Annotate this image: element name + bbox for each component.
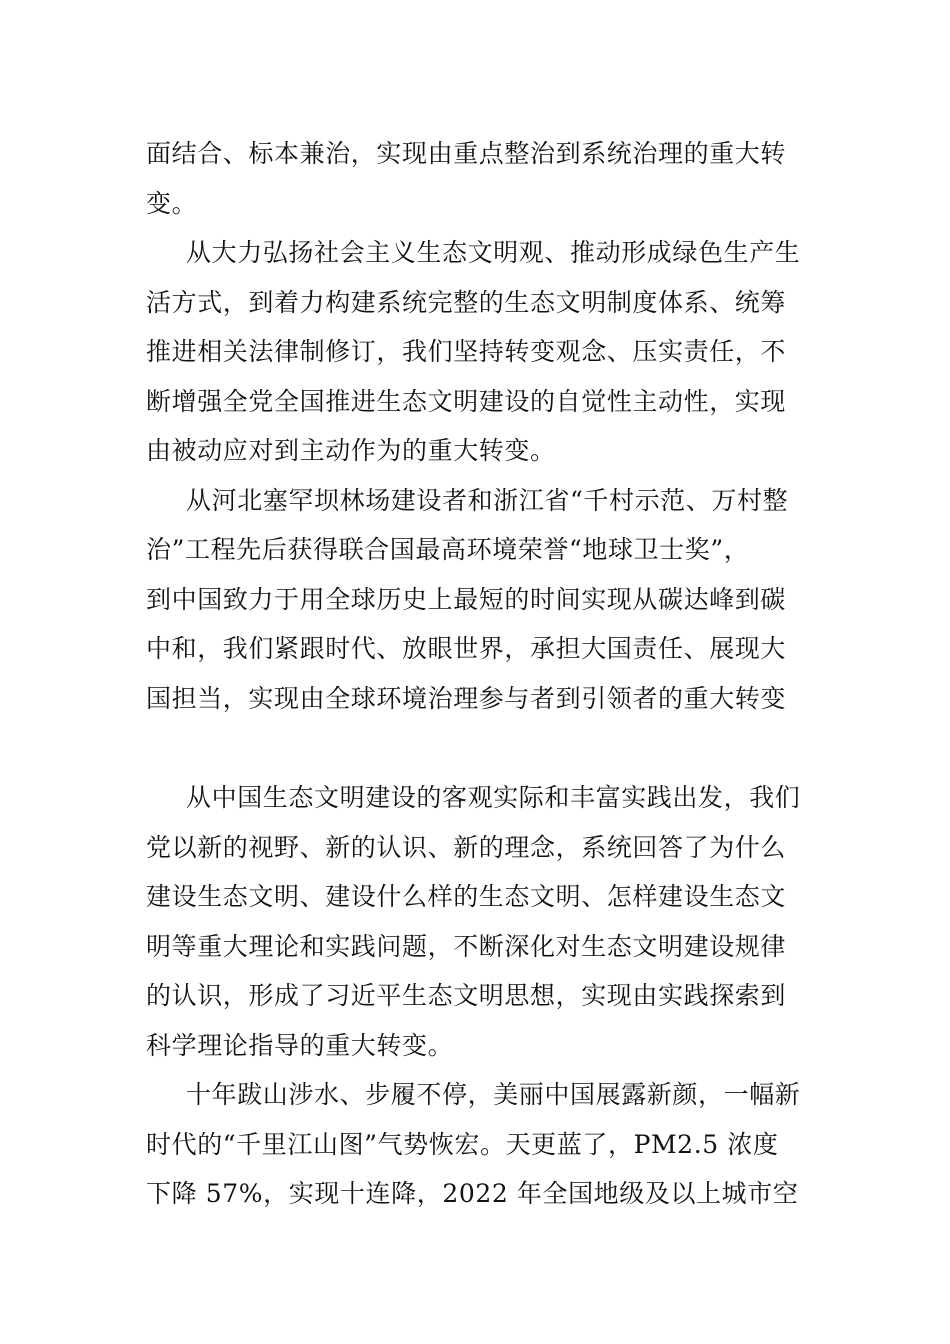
- paragraph-first-line: 从大力弘扬社会主义生态文明观、推动形成绿色生产生: [186, 238, 801, 267]
- text-line: 建设生态文明、建设什么样的生态文明、怎样建设生态文: [146, 882, 787, 911]
- text-line: 国担当，实现由全球环境治理参与者到引领者的重大转变: [146, 684, 787, 713]
- paragraph-first-line: 从中国生态文明建设的客观实际和丰富实践出发，我们: [186, 783, 801, 812]
- text-line: 断增强全党全国推进生态文明建设的自觉性主动性，实现: [146, 387, 787, 416]
- text-line: 明等重大理论和实践问题，不断深化对生态文明建设规律: [146, 932, 787, 961]
- text-line: 活方式，到着力构建系统完整的生态文明制度体系、统筹: [146, 288, 787, 317]
- text-line: 由被动应对到主动作为的重大转变。: [146, 436, 556, 465]
- text-line: 推进相关法律制修订，我们坚持转变观念、压实责任，不: [146, 337, 787, 366]
- text-line: 中和，我们紧跟时代、放眼世界，承担大国责任、展现大: [146, 634, 787, 663]
- text-line: 到中国致力于用全球历史上最短的时间实现从碳达峰到碳: [146, 585, 787, 614]
- text-line: 治”工程先后获得联合国最高环境荣誉“地球卫士奖”，: [146, 535, 750, 564]
- text-line: 面结合、标本兼治，实现由重点整治到系统治理的重大转: [146, 139, 787, 168]
- text-line: 时代的“千里江山图”气势恢宏。天更蓝了，PM2.5 浓度: [146, 1130, 779, 1159]
- text-line: 变。: [146, 189, 198, 218]
- text-line: 的认识，形成了习近平生态文明思想，实现由实践探索到: [146, 981, 787, 1010]
- text-line: 科学理论指导的重大转变。: [146, 1031, 454, 1060]
- text-line: 党以新的视野、新的认识、新的理念，系统回答了为什么: [146, 833, 787, 862]
- paragraph-first-line: 从河北塞罕坝林场建设者和浙江省“千村示范、万村整: [186, 486, 789, 515]
- text-line: 下降 57%，实现十连降，2022 年全国地级及以上城市空: [146, 1179, 799, 1208]
- paragraph-first-line: 十年跋山涉水、步履不停，美丽中国展露新颜，一幅新: [186, 1080, 801, 1109]
